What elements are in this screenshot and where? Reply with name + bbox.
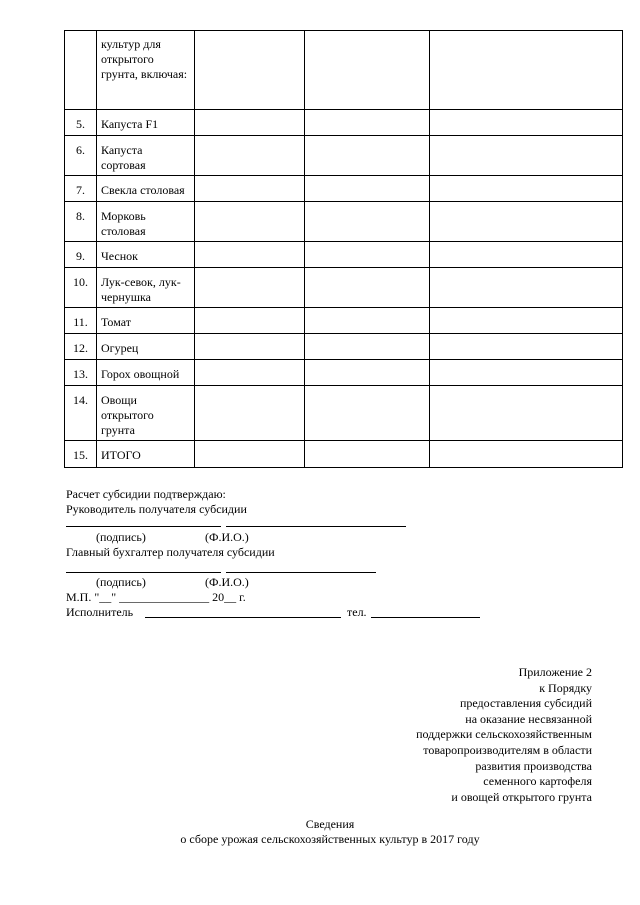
crop-name: Капуста F1 [97,110,195,136]
accountant-fio-caption: (Ф.И.О.) [205,575,249,589]
appendix-line: товаропроизводителям в области [423,742,592,757]
value-cell [430,110,623,136]
row-number: 9. [65,242,97,268]
document-title: Сведения [305,817,355,831]
value-cell [195,268,305,308]
value-cell [305,334,430,360]
value-cell [430,386,623,441]
table-row [65,202,623,242]
crop-name: Лук-севок, лук-чернушка [97,268,195,308]
value-cell [430,242,623,268]
value-cell [430,360,623,386]
confirm-text: Расчет субсидии подтверждаю: [66,487,226,501]
executor-label: Исполнитель [66,605,134,619]
value-cell [430,308,623,334]
head-signature-line [66,526,221,527]
row-number: 8. [65,202,97,242]
appendix-line: и овощей открытого грунта [451,789,592,804]
row-number [65,31,97,110]
crop-name: Капуста сортовая [97,136,195,176]
value-cell [195,441,305,468]
value-cell [305,136,430,176]
row-number: 11. [65,308,97,334]
row-number: 7. [65,176,97,202]
value-cell [430,268,623,308]
row-number: 12. [65,334,97,360]
value-cell [195,136,305,176]
head-fio-line [226,526,406,527]
appendix-line: семенного картофеля [483,774,592,789]
appendix-line: к Порядку [539,680,592,695]
appendix-block [416,665,592,805]
tel-line [371,617,480,618]
table-row [65,242,623,268]
value-cell [305,308,430,334]
value-cell [195,386,305,441]
appendix-line: Приложение 2 [518,665,592,679]
row-number: 5. [65,110,97,136]
value-cell [195,242,305,268]
table-row [65,136,623,176]
head-sign-caption: (подпись) [96,530,146,544]
table-row [65,31,623,110]
table-row [65,110,623,136]
row-number: 15. [65,441,97,468]
crop-name: Свекла столовая [97,176,195,202]
value-cell [430,136,623,176]
value-cell [430,31,623,110]
crop-name: Огурец [97,334,195,360]
table-row [65,176,623,202]
value-cell [430,202,623,242]
crop-name: ИТОГО [97,441,195,468]
crop-name: Томат [97,308,195,334]
value-cell [305,110,430,136]
table-row [65,334,623,360]
table-row [65,441,623,468]
value-cell [195,31,305,110]
value-cell [195,176,305,202]
value-cell [305,268,430,308]
appendix-line: поддержки сельскохозяйственным [416,727,592,742]
value-cell [305,31,430,110]
row-number: 6. [65,136,97,176]
executor-line [145,617,341,618]
tel-label: тел. [347,605,367,619]
crop-name: Овощи открытого грунта [97,386,195,441]
row-number: 14. [65,386,97,441]
value-cell [305,202,430,242]
value-cell [305,242,430,268]
accountant-signature-line [66,572,221,573]
head-fio-caption: (Ф.И.О.) [205,530,249,544]
appendix-line: на оказание несвязанной [465,711,592,726]
accountant-label: Главный бухгалтер получателя субсидии [66,545,275,559]
value-cell [305,176,430,202]
crop-name: Морковь столовая [97,202,195,242]
row-number: 10. [65,268,97,308]
crop-name: Чеснок [97,242,195,268]
value-cell [430,441,623,468]
row-number: 13. [65,360,97,386]
stamp-date-line: М.П. "__" _______________ 20__ г. [66,590,246,604]
value-cell [305,386,430,441]
crop-name: Горох овощной [97,360,195,386]
table-row [65,386,623,441]
value-cell [195,360,305,386]
value-cell [195,110,305,136]
table-row [65,308,623,334]
value-cell [195,334,305,360]
value-cell [305,441,430,468]
table-row [65,268,623,308]
accountant-sign-caption: (подпись) [96,575,146,589]
crop-name: культур для открытого грунта, включая: [97,31,195,110]
appendix-line: предоставления субсидий [459,696,592,711]
value-cell [305,360,430,386]
value-cell [430,334,623,360]
value-cell [195,308,305,334]
table-row [65,360,623,386]
accountant-fio-line [226,572,376,573]
head-label: Руководитель получателя субсидии [66,502,247,516]
crops-table [64,30,623,468]
document-subtitle: о сборе урожая сельскохозяйственных культур в 2017 году [180,832,480,846]
appendix-line: развития производства [475,758,592,773]
value-cell [430,176,623,202]
value-cell [195,202,305,242]
